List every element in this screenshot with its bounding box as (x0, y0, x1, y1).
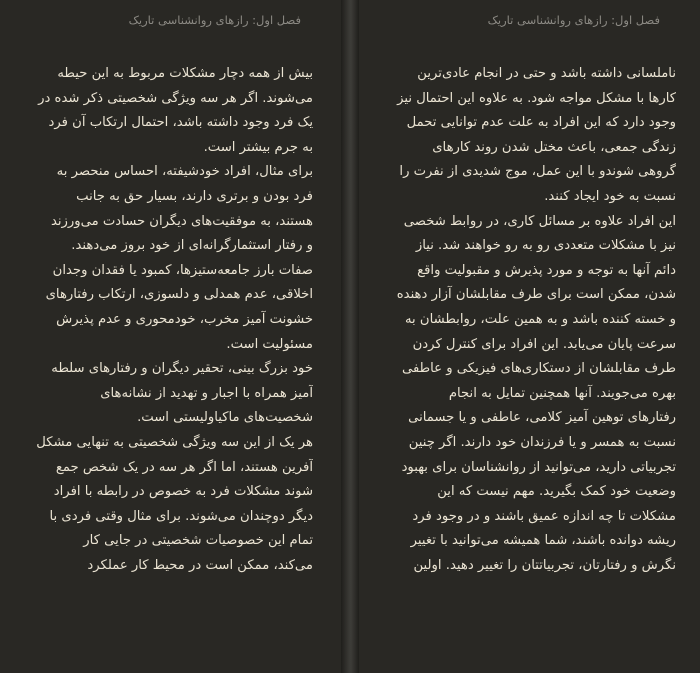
text-line: سرعت پایان می‌یابد. این افراد برای کنترل کردن (412, 336, 676, 352)
text-line: نگرش و رفتارتان، تجربیاتتان را تغییر دهید. اولین (413, 557, 676, 573)
text-line: نسبت به همسر و یا فرزندان خود دارند. اگر چنین (408, 434, 676, 450)
text-line: می‌کند، ممکن است در محیط کار عملکرد (87, 557, 313, 573)
page-text (369, 62, 676, 578)
text-line: آفرین هستند، اما اگر هر سه در یک شخص جمع (55, 459, 313, 475)
text-line: شوند مشکلات فرد به خصوص در رابطه با افراد (53, 484, 313, 500)
text-line: هر یک از این سه ویژگی شخصیتی به تنهایی مشکل (36, 434, 313, 450)
text-line: هستند، به موفقیت‌های دیگران حسادت می‌ورزند (50, 213, 313, 229)
text-line: زندگی جمعی، باعث مختل شدن روند کارهای (432, 139, 676, 155)
right-page[interactable] (359, 0, 700, 673)
text-line: بیش از همه دچار مشکلات مربوط به این حیطه (57, 66, 313, 81)
text-line: و خسته کننده باشد و به همین علت، روابطشان به (404, 311, 676, 327)
text-line: این افراد علاوه بر مسائل کاری، در روابط شخصی (403, 213, 676, 229)
left-page[interactable] (0, 0, 341, 673)
text-line: نیز با مشکلات متعددی رو به رو خواهند شد. نیاز (415, 238, 676, 254)
text-line: نسبت به خود ایجاد کنند. (544, 188, 676, 204)
text-line: اخلاقی، عدم همدلی و دلسوزی، ارتکاب رفتارهای (45, 287, 313, 303)
text-line: کارها با مشکل مواجه شود. به علاوه این احتمال نیز (397, 90, 676, 106)
text-line: یک فرد وجود داشته باشد، احتمال ارتکاب آن فرد (48, 115, 313, 131)
text-line: وجود دارد که این افراد به علت عدم توانایی تحمل (406, 115, 676, 131)
text-line: می‌شوند. اگر هر سه ویژگی شخصیتی ذکر شده در (38, 90, 313, 106)
text-line: دیگر دوچندان می‌شوند. برای مثال وقتی فردی با (49, 508, 313, 524)
text-line: گروهی شوندو با این عمل، موج شدیدی از نفرت را (399, 164, 676, 180)
text-line: صفات بارز جامعه‌ستیزها، کمبود یا فقدان وجدان (52, 262, 313, 278)
text-line: به جرم بیشتر است. (203, 139, 313, 155)
text-line: و رفتار استثمارگرانه‌ای از خود بروز می‌دهند. (71, 238, 313, 254)
text-line: طرف مقابلشان از دستکاری‌های فیزیکی و عاطفی (402, 361, 676, 377)
text-line: مسئولیت است. (226, 336, 313, 352)
text-line: فرد بودن و برتری دارند، بسیار حق به جانب (76, 188, 313, 204)
text-line: رفتارهای توهین آمیز کلامی، عاطفی و یا جسمانی (408, 410, 676, 426)
page-text (16, 62, 313, 578)
text-line: ریشه دوانده باشند، شما همیشه می‌توانید با تغییر (410, 533, 676, 549)
text-line: شخصیت‌های ماکیاولیستی است. (137, 410, 313, 426)
text-line: شدن، ممکن است برای طرف مقابلشان آزار دهنده (396, 287, 676, 303)
text-line: آمیز همراه با اجبار و تهدید از نشانه‌های (100, 385, 313, 401)
text-line: تجربیاتی دارید، می‌توانید از روانشناسان برای بهبود (401, 459, 676, 475)
text-line: وضعیت خود کمک بگیرید. مهم نیست که این (437, 484, 676, 500)
text-line: خشونت آمیز مخرب، خودمحوری و عدم پذیرش (56, 311, 313, 327)
text-line: ناملسانی داشته باشد و حتی در انجام عادی‌ترین (417, 66, 676, 81)
book-gutter (341, 0, 359, 673)
text-line: بهره می‌جویند. آنها همچنین تمایل به انجام (448, 385, 676, 401)
text-line: مشکلات تا چه اندازه عمیق باشند و در وجود فرد (412, 508, 676, 524)
text-line: تمام این خصوصیات شخصیتی در جایی کار (83, 533, 313, 549)
chapter-header: فصل اول: رازهای روانشناسی تاریک (128, 13, 301, 27)
text-line: دائم آنها به توجه و مورد پذیرش و مقبولیت واقع (417, 262, 676, 278)
chapter-header: فصل اول: رازهای روانشناسی تاریک (487, 13, 660, 27)
text-line: برای مثال، افراد خودشیفته، احساس منحصر به (56, 164, 313, 180)
text-line: خود بزرگ بینی، تحقیر دیگران و رفتارهای سلطه (51, 361, 313, 377)
